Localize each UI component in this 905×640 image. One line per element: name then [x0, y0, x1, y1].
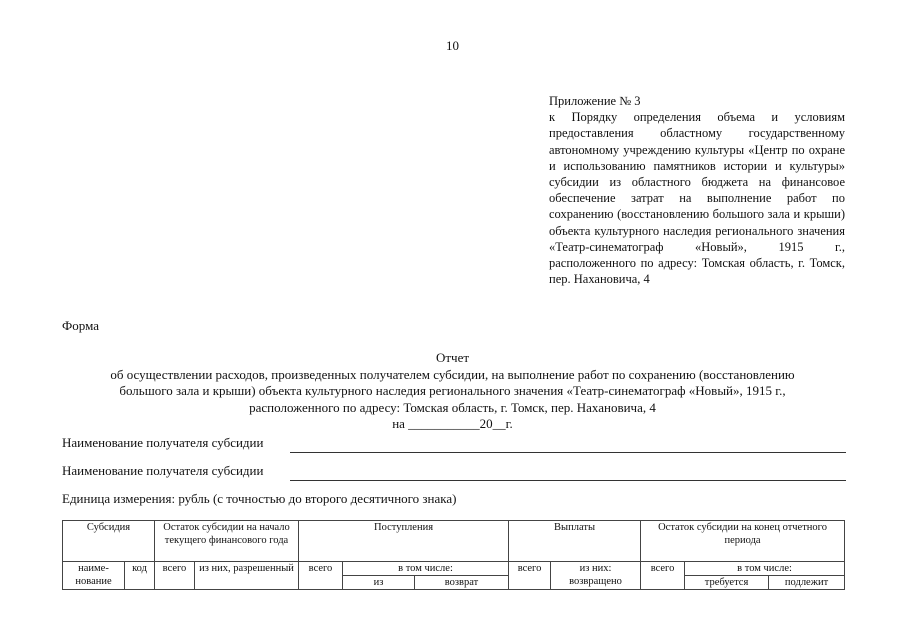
col-required: требуется: [685, 576, 769, 590]
col-refund: возврат: [415, 576, 509, 590]
col-of-them-allowed: из них, разрешенный: [195, 562, 299, 590]
header-subsidy: Субсидия: [63, 521, 155, 562]
report-title: Отчет: [435, 350, 470, 365]
report-table: [62, 520, 845, 590]
header-balance-end: Остаток субсидии на конец отчетного периода: [641, 521, 845, 562]
form-label: Форма: [62, 318, 99, 333]
col-total-payments: всего: [509, 562, 551, 590]
col-including-receipts: в том числе:: [343, 562, 509, 576]
appendix-title: Приложение № 3: [549, 94, 641, 108]
header-payments: Выплаты: [509, 521, 641, 562]
recipient-field-2[interactable]: [62, 463, 846, 483]
col-total-end: всего: [641, 562, 685, 590]
col-name: наиме-нование: [63, 562, 125, 590]
recipient-input-line-2[interactable]: [290, 480, 846, 481]
col-total-receipts: всего: [299, 562, 343, 590]
col-total-start: всего: [155, 562, 195, 590]
recipient-label-1: Наименование получателя субсидии: [62, 435, 264, 450]
report-date-line: на ___________20__г.: [392, 416, 513, 432]
report-subject-line-3: расположенного по адресу: Томская область, г. Томск, пер. Нахановича, 4: [249, 399, 656, 415]
recipient-field-1[interactable]: [62, 435, 846, 455]
report-heading: [62, 350, 843, 433]
appendix-block: [549, 93, 845, 287]
report-subject-line-1: об осуществлении расходов, произведенных получателем субсидии, на выполнение работ по сохранению (восстановлению: [110, 366, 795, 382]
unit-of-measure: Единица измерения: рубль (с точностью до второго десятичного знака): [62, 491, 457, 506]
recipient-input-line-1[interactable]: [290, 452, 846, 453]
header-receipts: Поступления: [299, 521, 509, 562]
appendix-text: к Порядку определения объема и условиям предоставления областному государственному автономному учреждению культуры «Центр по охране и использованию памятников истории и культуры» субсидии из областного бюджета на финансовое обеспечение затрат на выполнение работ по сохранению (восстановлению большого зала и крыши) объекта культурного наследия регионального значения «Театр-синематограф «Новый», 1915 г., расположенного по адресу: Томская область, г. Томск, пер. Нахановича, 4: [549, 110, 845, 287]
col-subject-to: подлежит: [769, 576, 845, 590]
col-code: код: [125, 562, 155, 590]
col-including-end: в том числе:: [685, 562, 845, 576]
report-subject-line-2: большого зала и крыши) объекта культурного наследия регионального значения «Театр-синематограф «Новый», 1915 г.,: [119, 383, 786, 399]
page-number: 10: [446, 38, 459, 53]
header-balance-start: Остаток субсидии на начало текущего финансового года: [155, 521, 299, 562]
recipient-label-2: Наименование получателя субсидии: [62, 463, 264, 478]
col-from: из: [343, 576, 415, 590]
col-of-them-returned: из них: возвращено: [551, 562, 641, 590]
